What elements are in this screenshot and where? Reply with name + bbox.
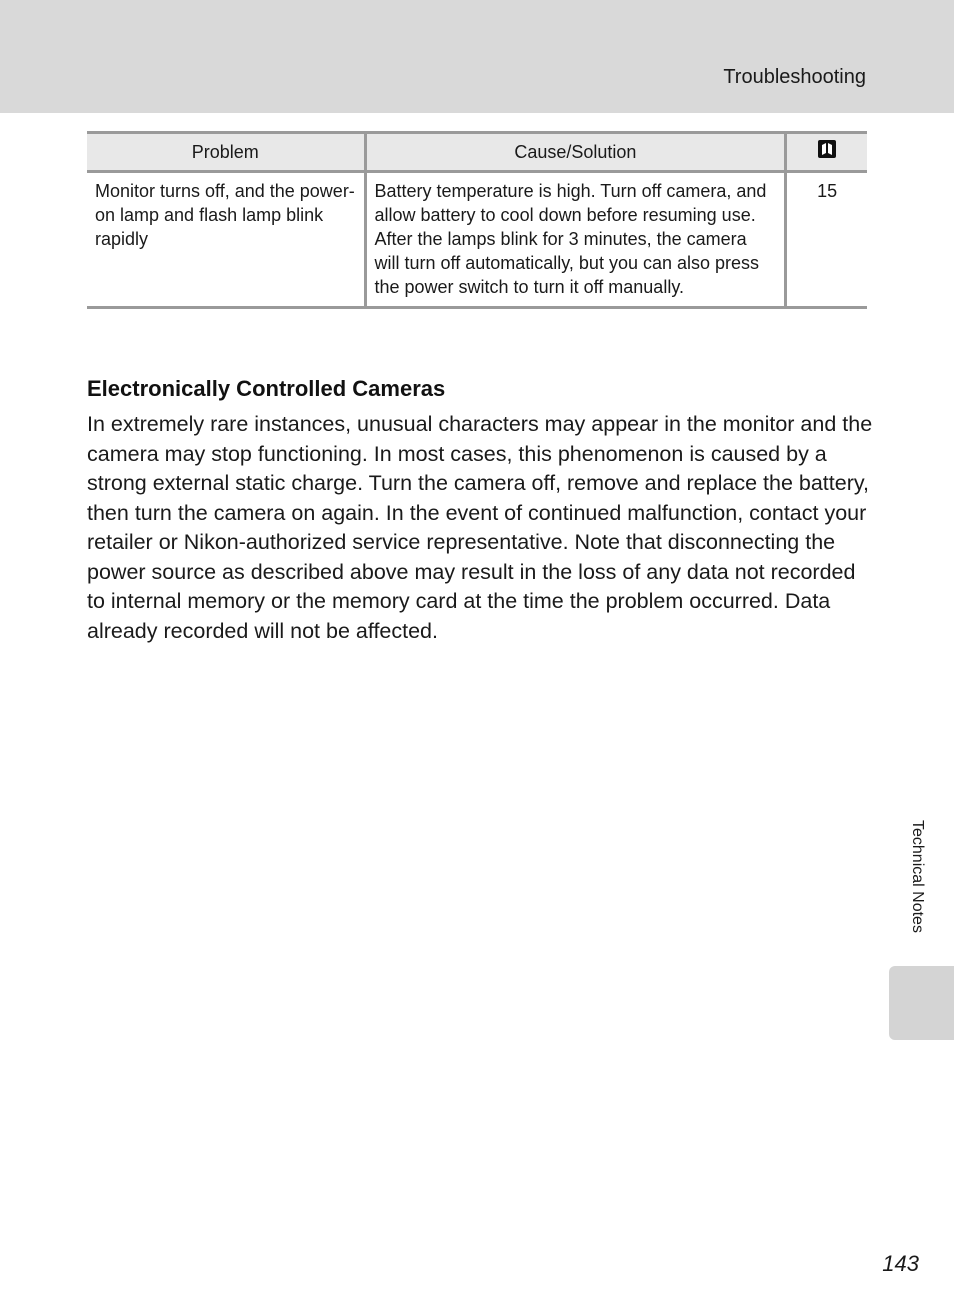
- chapter-title: Troubleshooting: [723, 66, 866, 88]
- column-header-cause-solution: Cause/Solution: [365, 133, 786, 172]
- section-body-paragraph: In extremely rare instances, unusual characters may appear in the monitor and the camera may stop functioning. In most cases, this phenomenon is caused by a strong external static charge. Turn the camera off, remove and replace the battery, then turn the camera on again. In the event of continued malfunction, contact your retailer or Nikon-authorized service representative. Note that disconnecting the power source as described above may result in the loss of any data not recorded to internal memory or the memory card at the time the problem occurred. Data already recorded will not be affected.: [87, 412, 873, 643]
- table-row: [87, 172, 867, 308]
- page-reference-cell: 15: [786, 172, 867, 308]
- header-band: [0, 0, 954, 113]
- book-reference-icon: [817, 139, 837, 165]
- column-header-problem: Problem: [87, 133, 365, 172]
- table-header-row: [87, 133, 867, 172]
- side-tab-label: Technical Notes: [909, 820, 926, 933]
- cause-solution-cell: Battery temperature is high. Turn off camera, and allow battery to cool down before resuming use. After the lamps blink for 3 minutes, the camera will turn off automatically, but you can also press the power switch to turn it off manually.: [365, 172, 786, 308]
- column-header-page-reference: [786, 133, 867, 172]
- troubleshooting-table: [87, 131, 867, 309]
- side-tab-marker: [889, 966, 954, 1040]
- section-heading: Electronically Controlled Cameras: [87, 376, 446, 401]
- problem-cell: Monitor turns off, and the power-on lamp and flash lamp blink rapidly: [87, 172, 365, 308]
- page-number: 143: [882, 1251, 919, 1276]
